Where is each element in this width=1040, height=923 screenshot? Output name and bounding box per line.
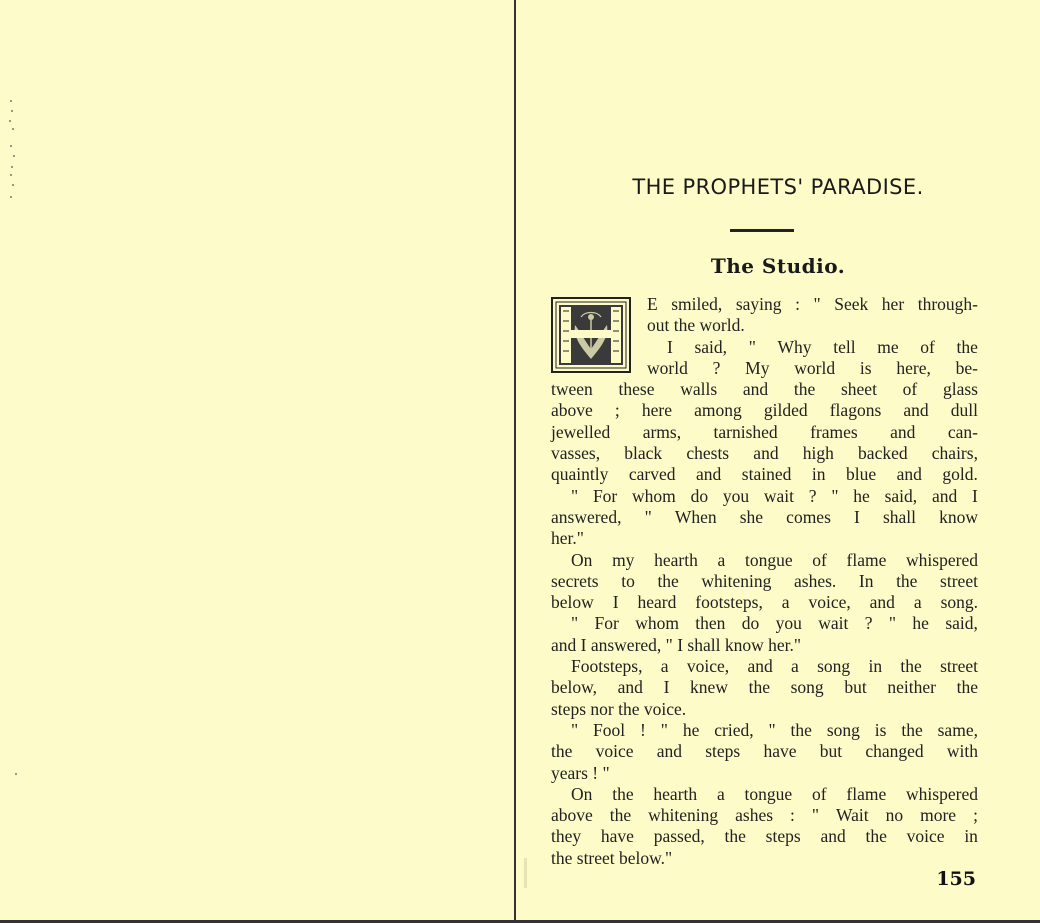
text-line: On the hearth a tongue of flame whispered [571,783,978,804]
text-line: they have passed, the steps and the voice in [551,826,978,847]
page-number: 155 [936,868,976,890]
text-line: world ? My world is here, be- [647,357,978,378]
paper-blot [524,858,527,888]
text-line: vasses, black chests and high backed chairs, [551,443,978,464]
text-line: above the whitening ashes : " Wait no more ; [551,805,978,826]
left-page [0,0,514,920]
page-title: THE PROPHETS' PARADISE. [632,175,924,199]
text-line: below, and I knew the song but neither the [551,677,978,698]
text-line: tween these walls and the sheet of glass [551,379,978,400]
text-line: the street below." [551,847,673,868]
text-line: and I answered, " I shall know her." [551,634,801,655]
section-heading: The Studio. [710,254,846,278]
body-text [551,294,978,869]
text-line: " Fool ! " he cried, " the song is the same, [571,719,978,740]
text-line: E smiled, saying : " Seek her through- [647,294,978,314]
text-line: below I heard footsteps, a voice, and a song. [551,592,978,613]
paper-specks [8,100,20,210]
text-line: " For whom do you wait ? " he said, and I [571,485,978,506]
text-line: " For whom then do you wait ? " he said, [571,613,978,634]
text-line: years ! " [551,762,610,783]
paper-speck [15,773,17,775]
text-line: quaintly carved and stained in blue and gold. [551,464,978,485]
text-line: answered, " When she comes I shall know [551,506,978,527]
text-line: out the world. [647,315,745,336]
text-line: secrets to the whitening ashes. In the street [551,570,978,591]
right-page [516,0,1040,920]
text-line: jewelled arms, tarnished frames and can- [551,421,978,442]
text-line: Footsteps, a voice, and a song in the street [571,656,978,677]
text-line: the voice and steps have but changed with [551,741,978,762]
title-rule [730,229,794,232]
text-line: On my hearth a tongue of flame whispered [571,549,978,570]
text-line: steps nor the voice. [551,698,687,719]
text-line: I said, " Why tell me of the [667,336,978,357]
text-line: above ; here among gilded flagons and dull [551,400,978,421]
text-line: her." [551,528,584,549]
